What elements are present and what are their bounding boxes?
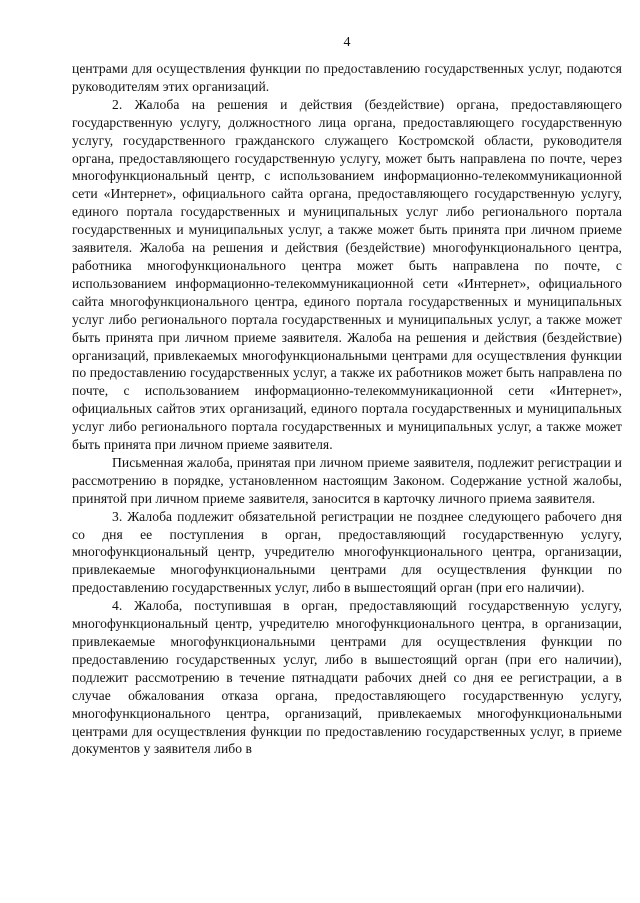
paragraph-item-4: 4. Жалоба, поступившая в орган, предоставляющий государственную услугу, многофункциональный центр, учредителю многофункционального центра, в организации, привлекаемые многофункциональными центрами для осуществления функции по предоставлению государственных услуг, либо в вышестоящий орган (при его наличии), подлежит рассмотрению в течение пятнадцати рабочих дней со дня ее регистрации, а в случае обжалования отказа органа, предоставляющего государственную услугу, многофункционального центра, организаций, привлекаемых многофункциональными центрами для осуществления функции по предоставлению государственных услуг, в приеме документов у заявителя либо в <box>72 598 622 757</box>
paragraph-item-3: 3. Жалоба подлежит обязательной регистрации не позднее следующего рабочего дня со дня ее поступления в орган, предоставляющий государственную услугу, многофункциональный центр, учредителю многофункционального центра, организации, привлекаемые многофункциональными центрами для осуществления функции по предоставлению государственных услуг, либо в вышестоящий орган (при его наличии). <box>72 508 622 596</box>
paragraph-continuation: центрами для осуществления функции по предоставлению государственных услуг, подаются руководителям этих организаций. <box>72 61 622 94</box>
paragraph-item-2: 2. Жалоба на решения и действия (бездействие) органа, предоставляющего государственную услугу, должностного лица органа, предоставляющего государственную услугу, государственного гражданского служащего Костромской области, руководителя органа, предоставляющего государственную услугу, может быть направлена по почте, через многофункциональный центр, с использованием информационно-телекоммуникационной сети «Интернет», официального сайта органа, предоставляющего государственную услугу, единого портала государственных и муниципальных услуг либо регионального портала государственных и муниципальных услуг, а также может быть принята при личном приеме заявителя. Жалоба на решения и действия (бездействие) многофункционального центра, работника многофункционального центра может быть направлена по почте, с использованием информационно-телекоммуникационной сети «Интернет», официального сайта многофункционального центра, единого портала государственных и муниципальных услуг либо регионального портала государственных и муниципальных услуг, а также может быть принята при личном приеме заявителя. Жалоба на решения и действия (бездействие) организаций, привлекаемых многофункциональными центрами для осуществления функции по предоставлению государственных услуг, а также их работников может быть направлена по почте, с использованием информационно-телекоммуникационной сети «Интернет», официальных сайтов этих организаций, единого портала государственных и муниципальных услуг либо регионального портала государственных и муниципальных услуг, а также может быть принята при личном приеме заявителя. <box>72 96 622 453</box>
page-number: 4 <box>343 35 351 50</box>
paragraph-written-complaint: Письменная жалоба, принятая при личном приеме заявителя, подлежит регистрации и рассмотрению в порядке, установленном настоящим Законом. Содержание устной жалобы, принятой при личном приеме заявителя, заносится в карточку личного приема заявителя. <box>72 454 622 506</box>
